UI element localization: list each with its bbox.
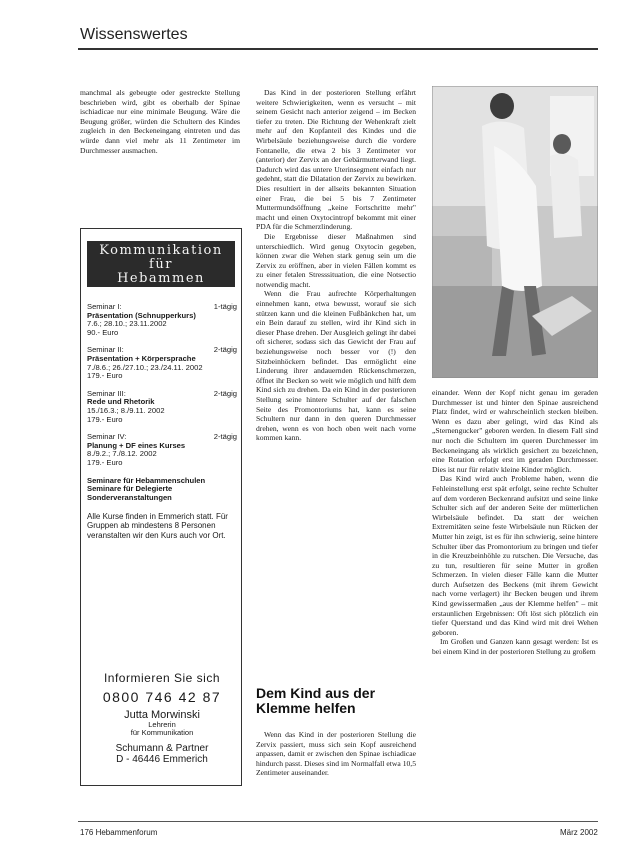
column-2-lower-text bbox=[256, 730, 416, 778]
footer-date: März 2002 bbox=[560, 828, 598, 837]
photo-illustration bbox=[432, 86, 598, 378]
paragraph: Das Kind in der posterioren Stellung erfährt weitere Schwierigkeiten, wenn es versucht – mit seinem Gesicht nach anterior zeigend – im Becken tiefer zu treten. Die Richtung der Wehenkraft zielt mehr auf den Kopfanteil des Kindes und die Wirbelsäule beziehungsweise durch die vordere Fontanelle, die etwa 2 bis 3 Zentimeter vor (anterior) der Zervix an der Gebärmutterwand liegt. Dadurch wird das untere Uterinsegment einfach nur gedehnt, statt die Dilatation der Zervix zu bewirken. Dies resultiert in der allseits bekannten Situation einer Frau, die bei 5 bis 7 Zentimeter Muttermundsöffnung „keine Fortschritte mehr" macht und einen Oxytocintropf bekommt mit einer PDA für die Schmerzlinderung. bbox=[256, 88, 416, 232]
seminar-dates: 8./9.2.; 7./8.12. 2002 bbox=[87, 449, 157, 459]
banner-line: Hebammen bbox=[117, 271, 205, 286]
ad-banner bbox=[87, 241, 235, 287]
paragraph: Wenn das Kind in der posterioren Stellung die Zervix passiert, muss sich sein Kopf ausreichend anpassen, damit er zwischen den Spinae ischiadicae hindurch passt. Dieses sind im Normalfall etwa 10,5 Zentimeter auseinander. bbox=[256, 730, 416, 778]
seminar-label: Seminar I: bbox=[87, 302, 122, 311]
seminar-price: 90.- Euro bbox=[87, 327, 119, 337]
seminar-title: Rede und Rhetorik bbox=[87, 397, 155, 407]
paragraph: Die Ergebnisse dieser Maßnahmen sind unterschiedlich. Wird genug Oxytocin gegeben, können zwar die Wehen stark genug sein um die Zervix zu eröffnen, aber in vielen Fällen kommt es zu einer fetalen Stresssituation, die eine Notsectio notwendig macht. bbox=[256, 231, 416, 289]
paragraph: einander. Wenn der Kopf nicht genau im geraden Durchmesser ist und hinter den Spinae ausreichend Platz findet, wird er wahrscheinlich stecken bleiben. Wenn es dazu aber gelingt, wird das Kind als „Sternengucker" geboren werden. In diesem Fall sind nur noch die Schultern im queren Durchmesser im Beckeneingang als wirklich gesichert zu bezeichnen, eine Rotation erfolgt erst im geraden Durchmesser. Dies ist nur für relativ kleine Kinder möglich. bbox=[432, 388, 598, 474]
banner-line: Kommunikation bbox=[99, 243, 223, 258]
seminar-label: Seminar III: bbox=[87, 388, 126, 398]
banner-line: für bbox=[149, 257, 173, 272]
footer-rule bbox=[78, 821, 598, 822]
seminar-price: 179.- Euro bbox=[87, 371, 123, 381]
seminar-item bbox=[87, 346, 237, 380]
seminar-item bbox=[87, 433, 237, 467]
contact-lead: Informieren Sie sich bbox=[103, 671, 221, 685]
seminar-item bbox=[87, 303, 237, 337]
contact-block bbox=[85, 671, 239, 765]
contact-role: Lehrerin bbox=[148, 720, 176, 729]
column-1-text bbox=[80, 88, 240, 155]
seminar-dates: 7.6.; 28.10.; 23.11.2002 bbox=[87, 319, 167, 329]
seminar-label: Seminar IV: bbox=[87, 432, 127, 442]
seminar-length: 2-tägig bbox=[213, 388, 237, 398]
seminar-price: 179.- Euro bbox=[87, 414, 123, 424]
contact-name: Jutta Morwinski bbox=[124, 709, 200, 721]
footer-page-info: 176 Hebammenforum bbox=[80, 828, 158, 837]
paragraph: Das Kind wird auch Probleme haben, wenn die Fehleinstellung erst spät erfolgt, seine rechte Schulter auf dem vorderen Beckenrand aufsitzt und seine linke Schulter sich auf der anderen Seite der mütterlichen Wirbelsäule befindet. Da statt der weichen Extremitäten seine feste Wirbelsäule nun Rücken der Mutter hin zeigt, ist es für ihn schwierig, seine hintere Schulter über das Promontorium zu bringen und tiefer in die Kreuzbeinhöhle zu rutschen. Die Versuche, das zu tun, resultieren für seine Mutter in großen Schmerzen. In vielen dieser Fälle kann die Mutter durch Aufsetzen des Beckens (mit ihrem Gewicht nach vorne verlagert) ihr Becken beugen und ihrem Kind gewissermaßen „aus der Klemme helfen" – mit erstaunlichen Ergebnissen: Oft löst sich plötzlich ein tiefer Querstand und das Kind wird mit drei Wehen geboren. bbox=[432, 474, 598, 637]
column-3-text bbox=[432, 388, 598, 657]
seminar-dates: 15./16.3.; 8./9.11. 2002 bbox=[87, 405, 165, 415]
header-rule bbox=[78, 48, 598, 50]
seminar-item bbox=[87, 390, 237, 424]
company-city: D - 46446 Emmerich bbox=[116, 754, 208, 765]
seminar-price: 179.- Euro bbox=[87, 457, 123, 467]
seminar-dates: 7./8.6.; 26./27.10.; 23./24.11. 2002 bbox=[87, 362, 203, 372]
seminar-label: Seminar II: bbox=[87, 345, 124, 355]
seminar-advertisement bbox=[80, 228, 242, 786]
subheadline: Dem Kind aus der Klemme helfen bbox=[256, 685, 376, 716]
paragraph: Im Großen und Ganzen kann gesagt werden: Ist es bei einem Kind in der posterioren Stellung zu großem bbox=[432, 637, 598, 657]
seminar-length: 2-tägig bbox=[213, 432, 237, 442]
seminar-title: Planung + DF eines Kurses bbox=[87, 440, 186, 450]
paragraph: Wenn die Frau aufrechte Körperhaltungen einnehmen kann, etwa bewusst, worauf sie sich stützen kann und die kleinen Fußbänkchen hat, um ein Bein darauf zu stellen, wird ihr Kind sich in dieser Phase drehen. Der Ausgleich gelingt ihr dabei oft sicherer, sodass sich das Gewicht der Frau auf beziehungsweise noch besser vor (!) den Sitzbeinhöckern befindet. Das ermöglicht eine Linderung ihrer andauernden Rückenschmerzen, öffnet ihr Becken so weit wie möglich und hilft dem Kind sich zu drehen. Da ein Kind in der posterioren Stellung seine hintere Schulter auf der falschen Seite des Promontoriums hat, kann es seine Schultern nur dann in den queren Durchmesser drehen, wenn es von hoch oben weit nach vorne kommen kann. bbox=[256, 289, 416, 443]
seminar-list bbox=[87, 303, 237, 540]
paragraph: manchmal als gebeugte oder gestreckte Stellung beschrieben wird, gibt es oberhalb der Spinae ischiadicae nur eine minimale Beugung. Wäre die Beugung größer, würden die Schultern des Kindes zugleich in den Beckeneingang eintreten und das würde dann viel mehr als 11 Zentimeter im Durchmesser ausmachen. bbox=[80, 88, 240, 155]
seminar-length: 1-tägig bbox=[213, 302, 237, 311]
birth-scene-photo bbox=[432, 86, 598, 378]
company-name: Schumann & Partner bbox=[115, 743, 209, 754]
seminar-title: Präsentation (Schnupperkurs) bbox=[87, 310, 196, 320]
column-2-text bbox=[256, 88, 416, 443]
phone-number: 0800 746 42 87 bbox=[102, 689, 222, 705]
special-offers: Seminare für Hebammenschulen Seminare für Delegierte Sonderveranstaltungen bbox=[87, 475, 206, 502]
seminar-title: Präsentation + Körpersprache bbox=[87, 353, 196, 363]
seminar-length: 2-tägig bbox=[213, 345, 237, 355]
section-title: Wissenswertes bbox=[80, 26, 188, 43]
course-location-note: Alle Kurse finden in Emmerich statt. Für Gruppen ab mindestens 8 Personen veranstalten wir den Kurs auch vor Ort. bbox=[87, 512, 228, 540]
contact-role: für Kommunikation bbox=[130, 728, 194, 737]
